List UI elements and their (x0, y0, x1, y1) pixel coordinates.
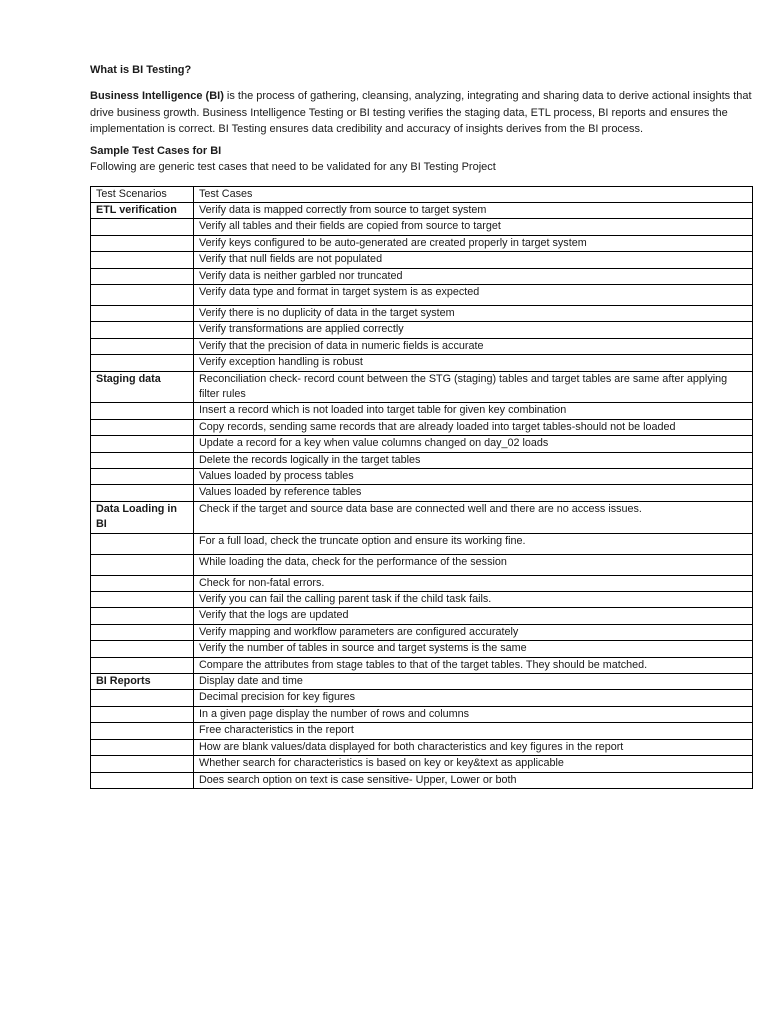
test-scenario-cell (91, 657, 194, 673)
table-row (91, 501, 753, 533)
table-row (91, 268, 753, 284)
test-scenario-cell (91, 284, 194, 305)
test-scenario-cell (91, 575, 194, 591)
test-case-cell: Verify the number of tables in source and target systems is the same (194, 641, 753, 657)
test-scenario-cell (91, 305, 194, 321)
test-scenario-cell (91, 355, 194, 371)
test-scenario-cell: Staging data (91, 371, 194, 403)
table-row (91, 338, 753, 354)
table-row (91, 403, 753, 419)
header-test-scenarios: Test Scenarios (91, 186, 194, 202)
table-row (91, 624, 753, 640)
test-scenario-cell (91, 338, 194, 354)
table-row (91, 772, 753, 788)
test-case-cell: Verify you can fail the calling parent task if the child task fails. (194, 592, 753, 608)
test-case-cell: Delete the records logically in the target tables (194, 452, 753, 468)
test-scenario-cell (91, 608, 194, 624)
test-scenario-cell: ETL verification (91, 202, 194, 218)
table-row (91, 674, 753, 690)
table-row (91, 219, 753, 235)
test-case-cell: Verify data type and format in target system is as expected (194, 284, 753, 305)
test-case-cell: Compare the attributes from stage tables to that of the target tables. They should be matched. (194, 657, 753, 673)
table-row (91, 452, 753, 468)
table-row (91, 533, 753, 554)
table-row (91, 554, 753, 575)
test-scenario-cell (91, 268, 194, 284)
table-row (91, 284, 753, 305)
test-scenario-cell (91, 485, 194, 501)
test-case-cell: Verify all tables and their fields are copied from source to target (194, 219, 753, 235)
test-case-cell: Verify data is mapped correctly from source to target system (194, 202, 753, 218)
test-case-cell: Verify that the logs are updated (194, 608, 753, 624)
table-row (91, 706, 753, 722)
test-case-cell: Values loaded by process tables (194, 469, 753, 485)
test-scenario-cell (91, 739, 194, 755)
test-cases-table (90, 186, 753, 789)
test-case-cell: Verify exception handling is robust (194, 355, 753, 371)
table-row (91, 657, 753, 673)
test-scenario-cell (91, 533, 194, 554)
test-case-cell: Check if the target and source data base are connected well and there are no access issues. (194, 501, 753, 533)
test-case-cell: Verify mapping and workflow parameters are configured accurately (194, 624, 753, 640)
test-case-cell: Verify that the precision of data in numeric fields is accurate (194, 338, 753, 354)
table-row (91, 575, 753, 591)
test-scenario-cell (91, 706, 194, 722)
test-scenario-cell (91, 723, 194, 739)
document-page (90, 62, 752, 789)
test-scenario-cell (91, 322, 194, 338)
table-row (91, 469, 753, 485)
test-scenario-cell (91, 756, 194, 772)
intro-term: Business Intelligence (BI) (90, 90, 224, 102)
table-row (91, 355, 753, 371)
test-case-cell: How are blank values/data displayed for both characteristics and key figures in the report (194, 739, 753, 755)
test-case-cell: While loading the data, check for the performance of the session (194, 554, 753, 575)
test-case-cell: Update a record for a key when value columns changed on day_02 loads (194, 436, 753, 452)
test-scenario-cell (91, 452, 194, 468)
test-scenario-cell (91, 419, 194, 435)
test-case-cell: Copy records, sending same records that are already loaded into target tables-should not be loaded (194, 419, 753, 435)
table-row (91, 235, 753, 251)
test-case-cell: Verify transformations are applied correctly (194, 322, 753, 338)
test-case-cell: Check for non-fatal errors. (194, 575, 753, 591)
test-case-cell: Values loaded by reference tables (194, 485, 753, 501)
table-row (91, 322, 753, 338)
header-test-cases: Test Cases (194, 186, 753, 202)
table-row (91, 690, 753, 706)
test-case-cell: In a given page display the number of rows and columns (194, 706, 753, 722)
sample-heading: Sample Test Cases for BI (90, 144, 222, 157)
test-scenario-cell (91, 690, 194, 706)
test-scenario-cell (91, 469, 194, 485)
test-scenario-cell (91, 235, 194, 251)
test-scenario-cell: BI Reports (91, 674, 194, 690)
table-row (91, 436, 753, 452)
test-scenario-cell (91, 252, 194, 268)
intro-paragraph (90, 88, 752, 138)
test-case-cell: Verify that null fields are not populated (194, 252, 753, 268)
test-case-cell: Verify keys configured to be auto-generated are created properly in target system (194, 235, 753, 251)
test-scenario-cell: Data Loading in BI (91, 501, 194, 533)
table-row (91, 305, 753, 321)
table-row (91, 641, 753, 657)
table-row (91, 592, 753, 608)
test-scenario-cell (91, 592, 194, 608)
test-case-cell: Verify there is no duplicity of data in the target system (194, 305, 753, 321)
table-row (91, 419, 753, 435)
table-row (91, 739, 753, 755)
test-case-cell: Whether search for characteristics is based on key or key&text as applicable (194, 756, 753, 772)
page-title: What is BI Testing? (90, 64, 192, 76)
test-scenario-cell (91, 403, 194, 419)
test-case-cell: Does search option on text is case sensitive- Upper, Lower or both (194, 772, 753, 788)
test-scenario-cell (91, 219, 194, 235)
table-row (91, 485, 753, 501)
test-case-cell: Decimal precision for key figures (194, 690, 753, 706)
test-case-cell: Insert a record which is not loaded into target table for given key combination (194, 403, 753, 419)
table-row (91, 202, 753, 218)
test-scenario-cell (91, 554, 194, 575)
intro-text: is the process of gathering, cleansing, analyzing, integrating and sharing data to derive actional insights that drive business growth. Business Intelligence Testing or BI testing verifies the staging data, ETL process, BI reports and ensures the implementation is correct. BI Testing ensures data credibility and accuracy of insights derives from the BI process. (90, 90, 752, 135)
table-row (91, 756, 753, 772)
table-header-row (91, 186, 753, 202)
test-scenario-cell (91, 641, 194, 657)
test-scenario-cell (91, 624, 194, 640)
table-row (91, 252, 753, 268)
test-scenario-cell (91, 436, 194, 452)
test-case-cell: Free characteristics in the report (194, 723, 753, 739)
sample-description: Following are generic test cases that need to be validated for any BI Testing Project (90, 160, 496, 173)
test-case-cell: Reconciliation check- record count between the STG (staging) tables and target tables are same after applying filter rules (194, 371, 753, 403)
test-case-cell: Display date and time (194, 674, 753, 690)
test-case-cell: For a full load, check the truncate option and ensure its working fine. (194, 533, 753, 554)
table-row (91, 371, 753, 403)
test-case-cell: Verify data is neither garbled nor truncated (194, 268, 753, 284)
test-scenario-cell (91, 772, 194, 788)
table-row (91, 723, 753, 739)
table-row (91, 608, 753, 624)
